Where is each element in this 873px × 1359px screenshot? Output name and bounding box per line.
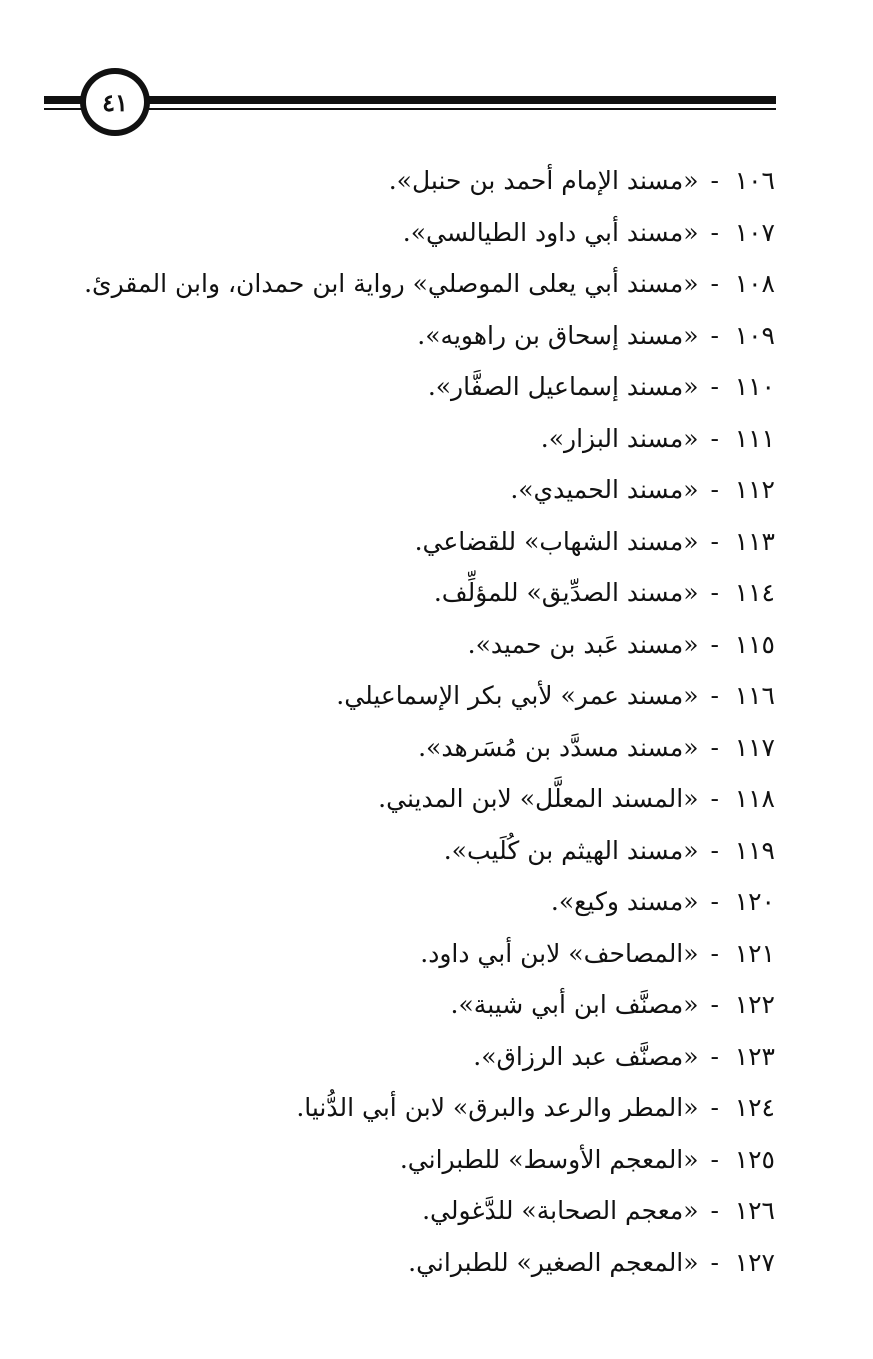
entry-number: ١١٩ [734, 835, 775, 865]
entry-number: ١٢٦ [734, 1196, 775, 1225]
bibliography-entry [55, 670, 775, 722]
entry-separator: - [710, 269, 719, 298]
entry-number: ١١٣ [734, 526, 775, 556]
header-rule-thick [44, 96, 776, 104]
bibliography-entry [55, 207, 775, 259]
entry-separator: - [710, 732, 719, 762]
entry-separator: - [710, 1093, 719, 1122]
entry-number: ١١٧ [734, 732, 775, 762]
bibliography-entry [55, 1185, 775, 1237]
entry-title: «مسند إسماعيل الصفَّار». [427, 372, 699, 401]
bibliography-entry [55, 1134, 775, 1186]
bibliography-entry [55, 155, 775, 207]
entry-title: «مسند أبي داود الطيالسي». [402, 217, 699, 247]
entry-title: «مسند إسحاق بن راهويه». [417, 320, 699, 350]
entry-separator: - [710, 887, 719, 916]
entry-title: «مسند الإمام أحمد بن حنبل». [388, 166, 699, 195]
entry-separator: - [710, 320, 719, 350]
entry-number: ١١٤ [734, 578, 775, 607]
entry-title: «مسند الحميدي». [510, 475, 699, 504]
entry-separator: - [710, 166, 719, 195]
entry-number: ١١٨ [734, 784, 775, 813]
entry-title: «مسند عمر» لأبي بكر الإسماعيلي. [336, 681, 699, 710]
entry-number: ١٢٢ [734, 990, 775, 1019]
entry-separator: - [710, 784, 719, 813]
bibliography-entry [55, 464, 775, 516]
entry-title: «مسند أبي يعلى الموصلي» رواية ابن حمدان، وابن المقرئ. [84, 269, 699, 298]
bibliography-entry [55, 413, 775, 465]
bibliography-entry [55, 979, 775, 1031]
bibliography-list [55, 155, 775, 1288]
entry-separator: - [710, 681, 719, 710]
entry-title: «مسند الشهاب» للقضاعي. [414, 526, 699, 556]
entry-separator: - [710, 1144, 719, 1174]
entry-number: ١٢٧ [734, 1247, 775, 1277]
entry-separator: - [710, 1247, 719, 1277]
entry-separator: - [710, 629, 719, 659]
entry-title: «مصنَّف ابن أبي شيبة». [450, 990, 699, 1019]
page-header [44, 68, 776, 144]
bibliography-entry [55, 1237, 775, 1289]
entry-separator: - [710, 372, 719, 401]
bibliography-entry [55, 310, 775, 362]
entry-number: ١٠٩ [734, 320, 775, 350]
entry-title: «مسند الصدِّيق» للمؤلِّف. [433, 578, 699, 607]
bibliography-entry [55, 722, 775, 774]
entry-number: ١٠٧ [734, 217, 775, 247]
entry-number: ١٢٣ [734, 1041, 775, 1071]
entry-title: «مسند البزار». [540, 423, 699, 453]
entry-title: «مسند عَبد بن حميد». [467, 629, 699, 659]
entry-separator: - [710, 526, 719, 556]
bibliography-entry [55, 1031, 775, 1083]
entry-title: «مسند وكيع». [550, 887, 699, 916]
entry-number: ١٢٠ [734, 887, 775, 916]
bibliography-entry [55, 825, 775, 877]
entry-title: «المعجم الأوسط» للطبراني. [399, 1144, 699, 1174]
bibliography-entry [55, 619, 775, 671]
entry-separator: - [710, 578, 719, 607]
entry-separator: - [710, 217, 719, 247]
entry-title: «المصاحف» لابن أبي داود. [420, 938, 699, 968]
entry-separator: - [710, 475, 719, 504]
entry-title: «المطر والرعد والبرق» لابن أبي الدُّنيا. [296, 1093, 699, 1122]
bibliography-entry [55, 258, 775, 310]
header-rule-thin [44, 108, 776, 110]
entry-separator: - [710, 423, 719, 453]
entry-title: «معجم الصحابة» للدَّغولي. [422, 1196, 699, 1225]
page-number: ٤١ [102, 87, 128, 117]
bibliography-entry [55, 361, 775, 413]
entry-number: ١٠٨ [734, 269, 775, 298]
entry-number: ١٢٤ [734, 1093, 775, 1122]
entry-separator: - [710, 1196, 719, 1225]
entry-separator: - [710, 990, 719, 1019]
bibliography-entry [55, 1082, 775, 1134]
entry-separator: - [710, 1041, 719, 1071]
entry-number: ١٠٦ [734, 166, 775, 195]
bibliography-entry [55, 773, 775, 825]
entry-number: ١١٥ [734, 629, 775, 659]
entry-separator: - [710, 835, 719, 865]
entry-title: «مسند مسدَّد بن مُسَرهد». [418, 732, 699, 762]
entry-title: «مسند الهيثم بن كُلَيب». [443, 835, 699, 865]
entry-title: «المعجم الصغير» للطبراني. [408, 1247, 699, 1277]
bibliography-entry [55, 516, 775, 568]
bibliography-entry [55, 567, 775, 619]
entry-separator: - [710, 938, 719, 968]
entry-title: «مصنَّف عبد الرزاق». [473, 1041, 699, 1071]
entry-number: ١١٢ [734, 475, 775, 504]
entry-number: ١١٦ [734, 681, 775, 710]
bibliography-entry [55, 876, 775, 928]
entry-number: ١٢١ [734, 938, 775, 968]
entry-title: «المسند المعلَّل» لابن المديني. [378, 784, 699, 813]
entry-number: ١١١ [734, 423, 775, 453]
entry-number: ١١٠ [734, 372, 775, 401]
entry-number: ١٢٥ [734, 1144, 775, 1174]
bibliography-entry [55, 928, 775, 980]
page-number-badge [80, 68, 150, 136]
